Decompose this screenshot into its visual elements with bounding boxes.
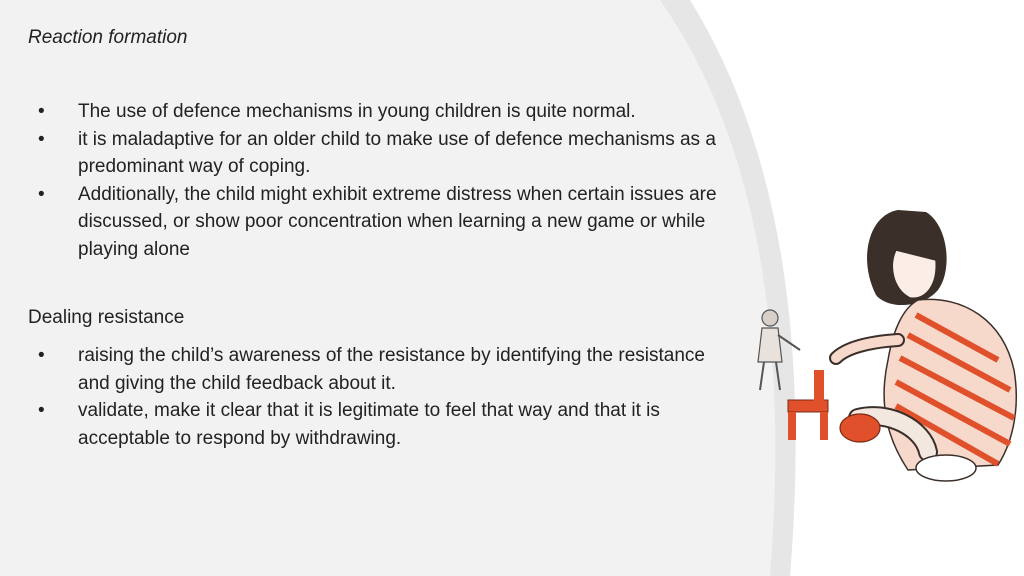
bullet-text: validate, make it clear that it is legitimate to feel that way and that it is acceptable to respond by withdrawing. bbox=[78, 400, 660, 449]
bullet-list-reaction-formation bbox=[0, 98, 740, 263]
section-title-dealing-resistance: Dealing resistance bbox=[28, 307, 185, 328]
bullet-dot: • bbox=[38, 183, 45, 205]
list-item bbox=[0, 126, 740, 181]
list-item bbox=[0, 397, 740, 452]
bullet-dot: • bbox=[38, 400, 45, 421]
bullet-text: it is maladaptive for an older child to make use of defence mechanisms as a predominant way of coping. bbox=[78, 128, 716, 177]
bullet-dot: • bbox=[38, 128, 45, 150]
bullet-dot: • bbox=[38, 101, 45, 122]
bullet-text: Additionally, the child might exhibit extreme distress when certain issues are discussed, or show poor concentration when learning a new game or while playing alone bbox=[78, 183, 717, 260]
bullet-list-dealing-resistance bbox=[0, 342, 740, 452]
list-item bbox=[0, 342, 740, 397]
bullet-text: raising the child’s awareness of the resistance by identifying the resistance and giving the child feedback about it. bbox=[78, 345, 705, 394]
bullet-dot: • bbox=[38, 345, 45, 366]
section-title-reaction-formation: Reaction formation bbox=[28, 27, 188, 48]
child-playing-with-toy-icon bbox=[748, 190, 1024, 495]
list-item bbox=[0, 98, 740, 126]
bullet-text: The use of defence mechanisms in young children is quite normal. bbox=[78, 101, 636, 122]
list-item bbox=[0, 181, 740, 264]
